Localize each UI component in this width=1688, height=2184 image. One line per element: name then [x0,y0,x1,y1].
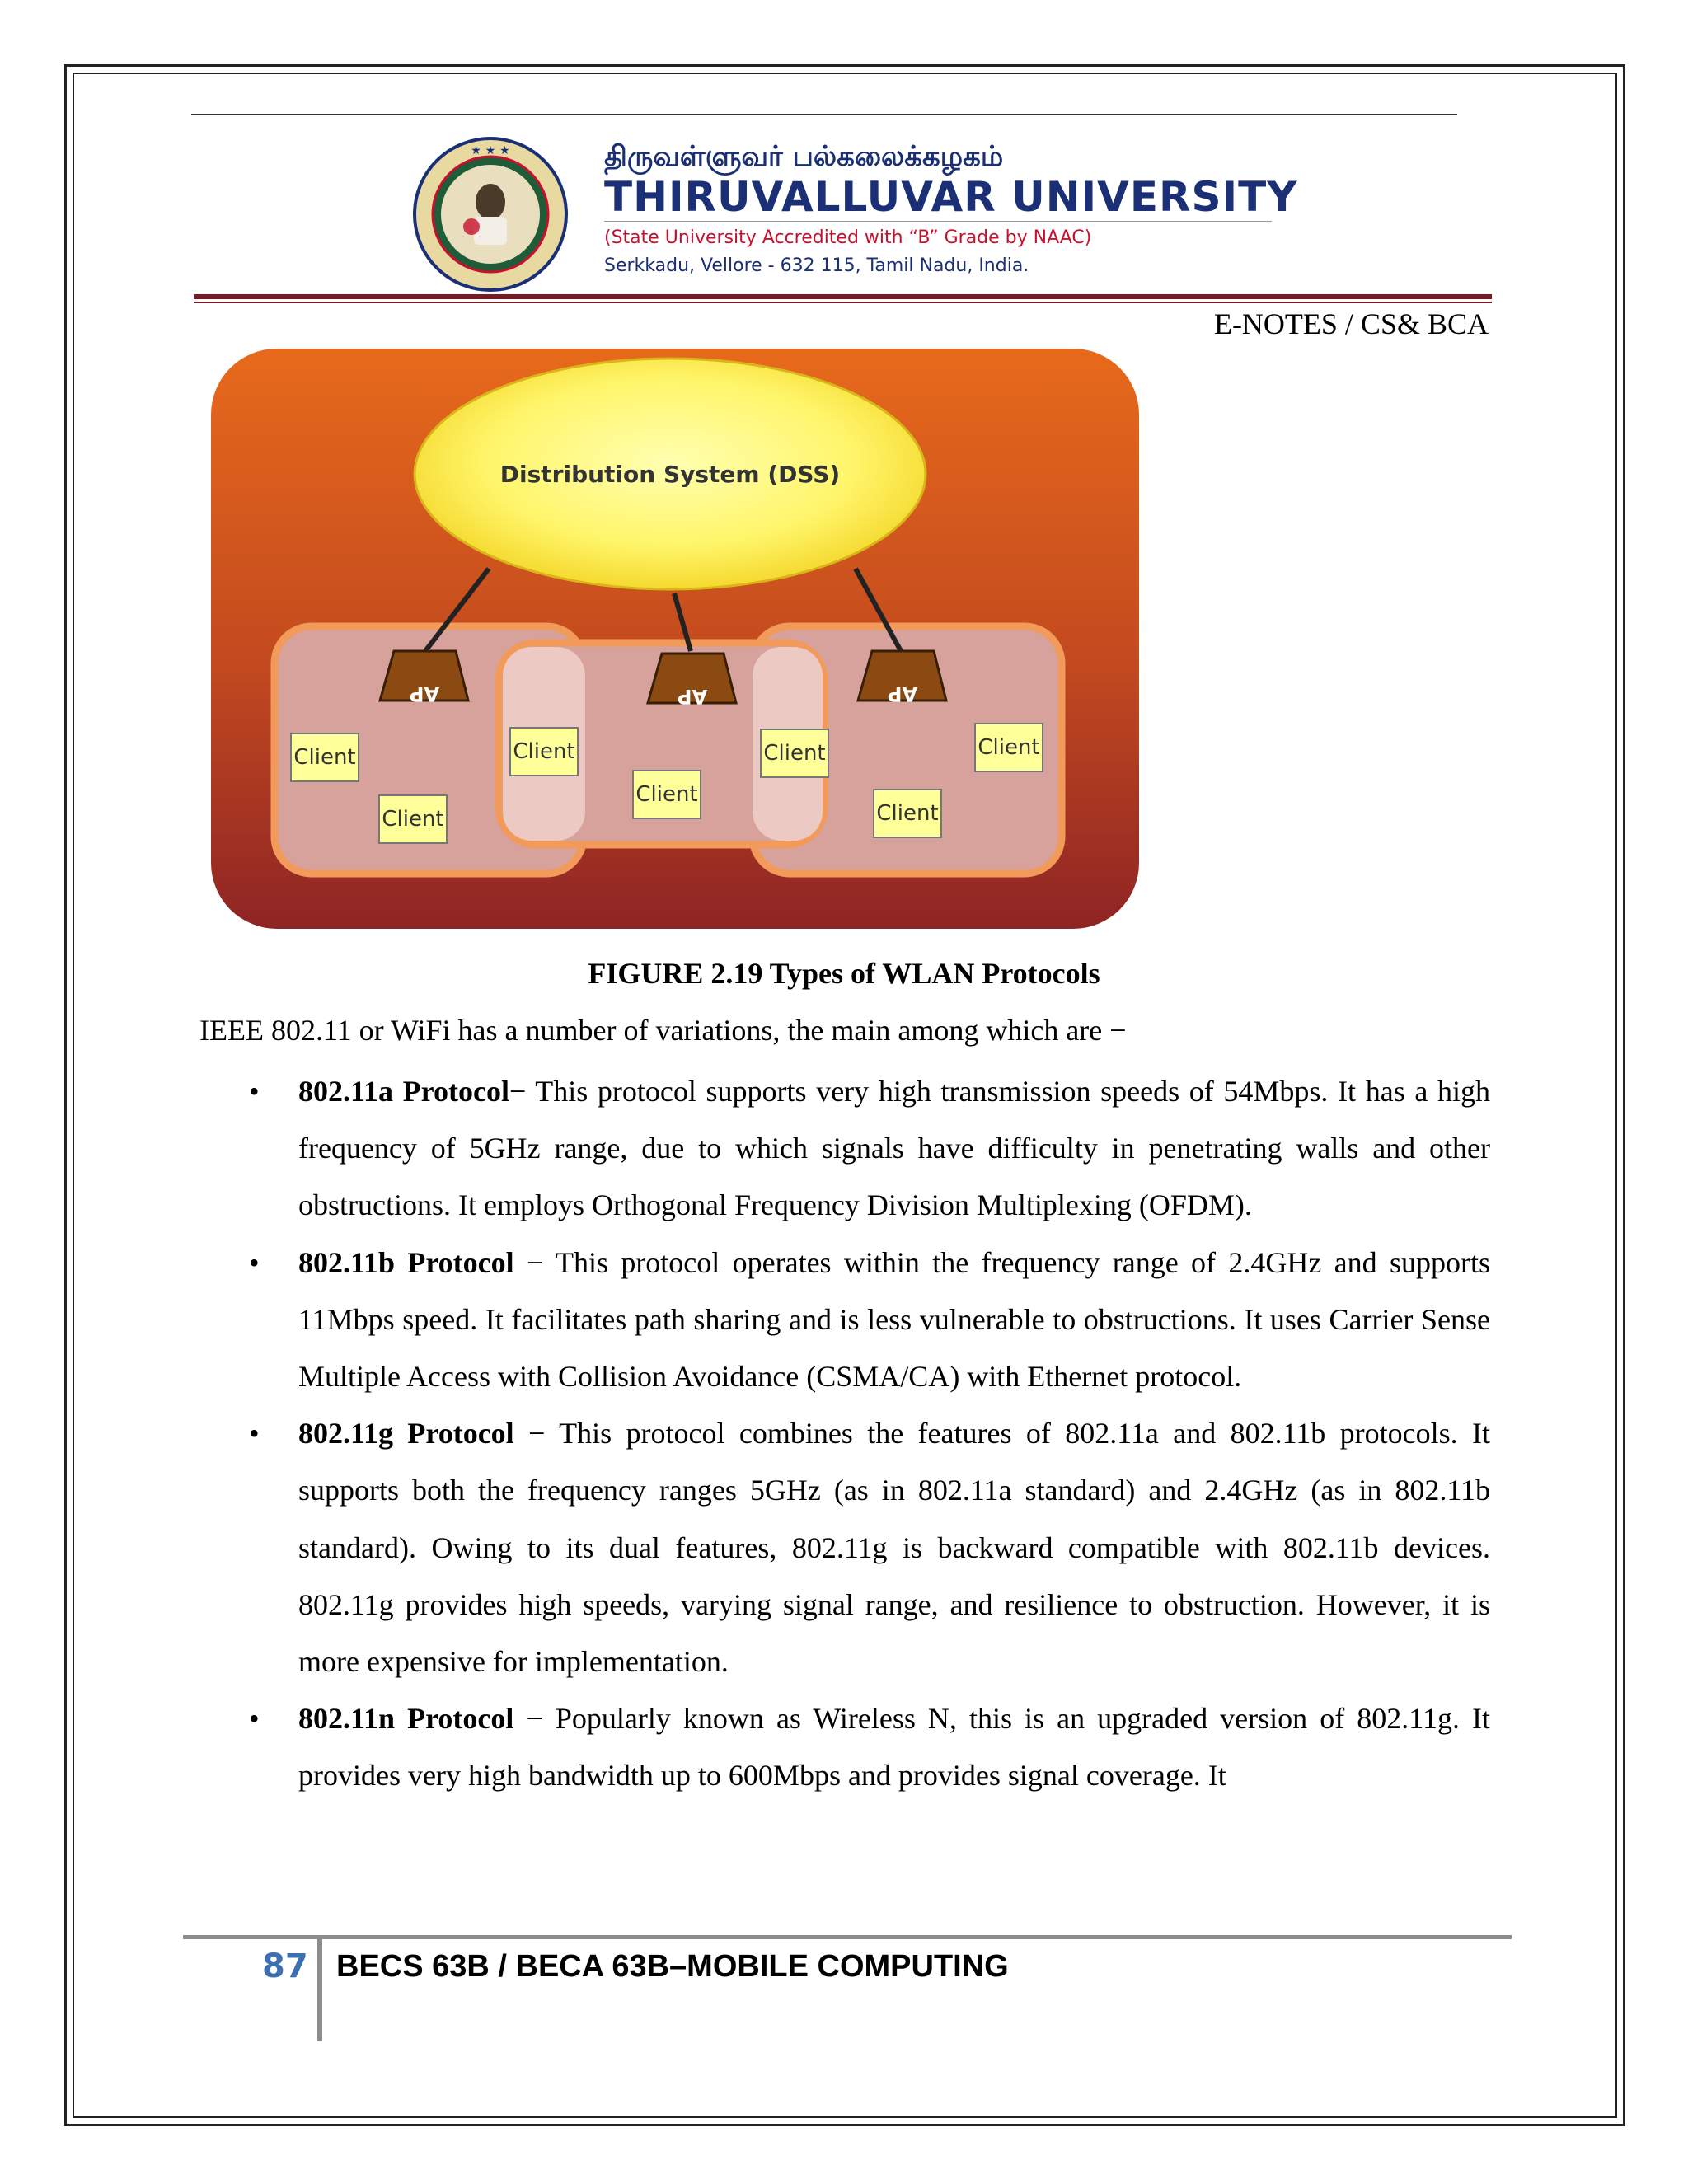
bullet-icon: • [249,1702,260,1736]
svg-text:Client: Client [293,745,356,770]
list-item-802-11b: • 802.11b Protocol − This protocol operates within the frequency range of 2.4GHz and supports 11Mbps speed. It facilitates path sharing and is less vulnerable to obstructions. It uses Carrier Sense Multiple Access with Collision Avoidance (CSMA/CA) with Ethernet protocol. [298,1235,1490,1406]
item-text: This protocol combines the features of 802.11a and 802.11b protocols. It supports both the frequency ranges 5GHz (as in 802.11a standard) and 2.4GHz (as in 802.11b standard). Owing to its dual features, 802.11g is backward compatible with 802.11b devices. 802.11g provides high speeds, varying signal range, and resilience to obstruction. However, it is more expensive for implementation. [298,1417,1490,1679]
bullet-icon: • [249,1075,260,1108]
list-item-802-11g: • 802.11g Protocol − This protocol combines the features of 802.11a and 802.11b protocols. It supports both the frequency ranges 5GHz (as in 802.11a standard) and 2.4GHz (as in 802.11b standard). Owing to its dual features, 802.11g is backward compatible with 802.11b devices. 802.11g provides high speeds, varying signal range, and resilience to obstruction. However, it is more expensive for implementation. [298,1405,1490,1690]
client-4 [633,771,701,818]
svg-text:AP: AP [409,682,440,705]
university-name-tamil: திருவள்ளுவர் பல்கலைக்கழகம் [604,140,1004,173]
svg-text:Client: Client [513,739,575,764]
footer-rule [183,1935,1512,1939]
figure-caption: FIGURE 2.19 Types of WLAN Protocols [588,957,1100,990]
client-3 [510,728,578,776]
protocol-list [249,1063,1491,1805]
svg-text:★ ★ ★: ★ ★ ★ [471,144,510,157]
university-address: Serkkadu, Vellore - 632 115, Tamil Nadu, India. [604,255,1029,276]
bullet-icon: • [249,1417,260,1451]
item-text: This protocol supports very high transmission speeds of 54Mbps. It has a high frequency of 5GHz range, due to which signals have difficulty in penetrating walls and other obstructions. It employs Orthogonal Frequency Division Multiplexing (OFDM). [298,1075,1490,1222]
ap-left [380,651,468,705]
university-logo [396,136,585,293]
item-title: 802.11b Protocol [298,1245,514,1279]
list-item-802-11a: • 802.11a Protocol− This protocol supports very high transmission speeds of 54Mbps. It has a high frequency of 5GHz range, due to which signals have difficulty in penetrating walls and other obstructions. It employs Orthogonal Frequency Division Multiplexing (OFDM). [298,1063,1490,1235]
svg-text:AP: AP [887,682,918,705]
dss-label: Distribution System (DSS) [499,461,841,488]
intro-paragraph: IEEE 802.11 or WiFi has a number of variations, the main among which are − [199,1014,1127,1047]
accreditation-text: (State University Accredited with “B” Grade by NAAC) [604,227,1092,248]
item-title: 802.11n Protocol [298,1702,514,1736]
item-text: This protocol operates within the frequency range of 2.4GHz and supports 11Mbps speed. It facilitates path sharing and is less vulnerable to obstructions. It uses Carrier Sense Multiple Access with Collision Avoidance (CSMA/CA) with Ethernet protocol. [298,1245,1491,1394]
bullet-icon: • [249,1245,260,1279]
svg-text:Client: Client [382,807,444,832]
item-title: 802.11g Protocol [298,1417,514,1451]
svg-text:Client: Client [876,801,939,826]
ap-right [858,651,946,705]
svg-text:Client: Client [635,782,698,807]
footer-divider [317,1939,322,2041]
list-item-802-11n: • 802.11n Protocol − Popularly known as Wireless N, this is an upgraded version of 802.11g. It provides very high bandwidth up to 600Mbps and provides signal coverage. It [298,1690,1490,1804]
university-name: THIRUVALLUVAR UNIVERSITY [604,173,1298,221]
university-name-rule [604,221,1272,222]
wlan-figure [204,342,1146,935]
header-bar [194,294,1492,299]
client-7 [975,724,1043,771]
item-text: Popularly known as Wireless N, this is an upgraded version of 802.11g. It provides very high bandwidth up to 600Mbps and provides signal coverage. It [298,1702,1490,1793]
section-label: E-NOTES / CS& BCA [1213,307,1489,340]
page-number: 87 [262,1947,308,1985]
header-top-rule [191,114,1457,115]
client-5 [761,729,828,777]
header-bar-thin [194,302,1492,303]
client-1 [291,733,359,781]
course-title: BECS 63B / BECA 63B–MOBILE COMPUTING [336,1949,1009,1984]
svg-text:AP: AP [677,685,708,708]
svg-text:Client: Client [978,735,1040,760]
client-6 [874,790,941,837]
svg-text:Client: Client [763,741,826,766]
ap-center [648,654,736,708]
client-2 [379,795,447,843]
item-title: 802.11a Protocol [298,1075,509,1108]
